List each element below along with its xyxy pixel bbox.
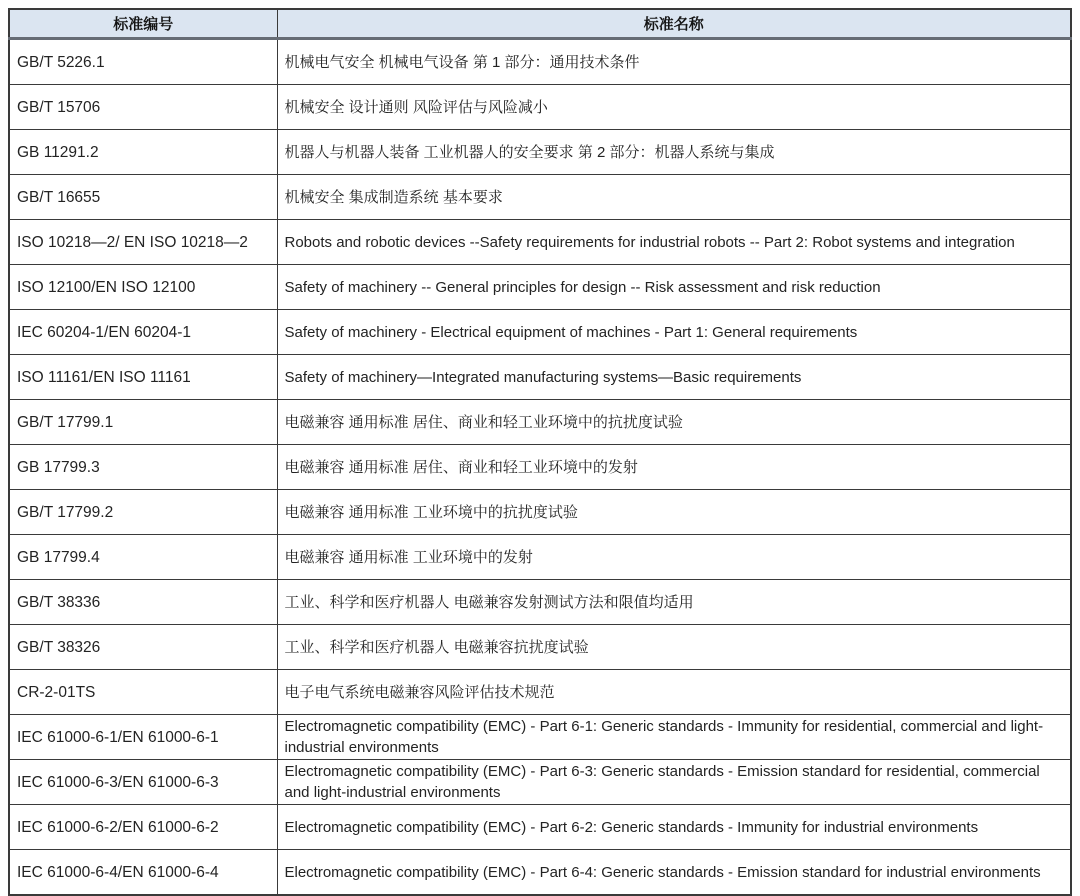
table-row (9, 265, 1071, 310)
header-standard-name: 标准名称 (277, 9, 1071, 39)
standard-code-cell: GB/T 38326 (9, 625, 277, 670)
table-row (9, 175, 1071, 220)
standard-name-cell: 机械安全 设计通则 风险评估与风险减小 (277, 85, 1071, 130)
table-row (9, 355, 1071, 400)
standard-name-cell: 机械电气安全 机械电气设备 第 1 部分：通用技术条件 (277, 39, 1071, 85)
standard-code-cell: GB/T 17799.2 (9, 490, 277, 535)
standard-code-cell: GB/T 16655 (9, 175, 277, 220)
header-row (9, 9, 1071, 39)
standard-code-cell: GB/T 5226.1 (9, 39, 277, 85)
standards-table-page (8, 8, 1072, 896)
table-row (9, 39, 1071, 85)
table-row (9, 220, 1071, 265)
standard-name-cell: Safety of machinery—Integrated manufacturing systems—Basic requirements (277, 355, 1071, 400)
standard-name-cell: Robots and robotic devices --Safety requirements for industrial robots -- Part 2: Robot systems and integration (277, 220, 1071, 265)
standard-code-cell: IEC 61000-6-3/EN 61000-6-3 (9, 760, 277, 805)
table-row (9, 760, 1071, 805)
standards-table (8, 8, 1072, 896)
table-row (9, 850, 1071, 896)
table-row (9, 670, 1071, 715)
table-row (9, 490, 1071, 535)
standard-name-cell: 电磁兼容 通用标准 工业环境中的抗扰度试验 (277, 490, 1071, 535)
table-row (9, 625, 1071, 670)
standard-code-cell: IEC 61000-6-4/EN 61000-6-4 (9, 850, 277, 896)
standard-name-cell: 电磁兼容 通用标准 工业环境中的发射 (277, 535, 1071, 580)
standard-name-cell: 工业、科学和医疗机器人 电磁兼容发射测试方法和限值均适用 (277, 580, 1071, 625)
table-body (9, 39, 1071, 896)
standard-code-cell: GB 17799.3 (9, 445, 277, 490)
table-row (9, 130, 1071, 175)
table-row (9, 400, 1071, 445)
standard-name-cell: 电磁兼容 通用标准 居住、商业和轻工业环境中的抗扰度试验 (277, 400, 1071, 445)
standard-code-cell: GB/T 38336 (9, 580, 277, 625)
standard-name-cell: Safety of machinery - Electrical equipment of machines - Part 1: General requirements (277, 310, 1071, 355)
table-row (9, 310, 1071, 355)
standard-name-cell: Electromagnetic compatibility (EMC) - Part 6-2: Generic standards - Immunity for industrial environments (277, 805, 1071, 850)
standard-name-cell: 机器人与机器人装备 工业机器人的安全要求 第 2 部分：机器人系统与集成 (277, 130, 1071, 175)
standard-code-cell: CR-2-01TS (9, 670, 277, 715)
standard-code-cell: ISO 10218—2/ EN ISO 10218—2 (9, 220, 277, 265)
table-row (9, 445, 1071, 490)
standard-name-cell: 机械安全 集成制造系统 基本要求 (277, 175, 1071, 220)
standard-code-cell: ISO 11161/EN ISO 11161 (9, 355, 277, 400)
standard-code-cell: GB/T 15706 (9, 85, 277, 130)
standard-name-cell: 电子电气系统电磁兼容风险评估技术规范 (277, 670, 1071, 715)
table-row (9, 715, 1071, 760)
standard-code-cell: IEC 61000-6-1/EN 61000-6-1 (9, 715, 277, 760)
standard-code-cell: GB 17799.4 (9, 535, 277, 580)
table-row (9, 805, 1071, 850)
table-row (9, 535, 1071, 580)
standard-code-cell: ISO 12100/EN ISO 12100 (9, 265, 277, 310)
header-standard-code: 标准编号 (9, 9, 277, 39)
standard-name-cell: 电磁兼容 通用标准 居住、商业和轻工业环境中的发射 (277, 445, 1071, 490)
standard-name-cell: 工业、科学和医疗机器人 电磁兼容抗扰度试验 (277, 625, 1071, 670)
standard-name-cell: Electromagnetic compatibility (EMC) - Part 6-1: Generic standards - Immunity for residential, commercial and light-industrial environments (277, 715, 1071, 760)
standard-code-cell: IEC 61000-6-2/EN 61000-6-2 (9, 805, 277, 850)
standard-name-cell: Safety of machinery -- General principles for design -- Risk assessment and risk reduction (277, 265, 1071, 310)
standard-name-cell: Electromagnetic compatibility (EMC) - Part 6-4: Generic standards - Emission standard for industrial environments (277, 850, 1071, 896)
standard-name-cell: Electromagnetic compatibility (EMC) - Part 6-3: Generic standards - Emission standard for residential, commercial and light-industrial environments (277, 760, 1071, 805)
standard-code-cell: GB 11291.2 (9, 130, 277, 175)
table-row (9, 580, 1071, 625)
standard-code-cell: GB/T 17799.1 (9, 400, 277, 445)
standard-code-cell: IEC 60204-1/EN 60204-1 (9, 310, 277, 355)
table-row (9, 85, 1071, 130)
